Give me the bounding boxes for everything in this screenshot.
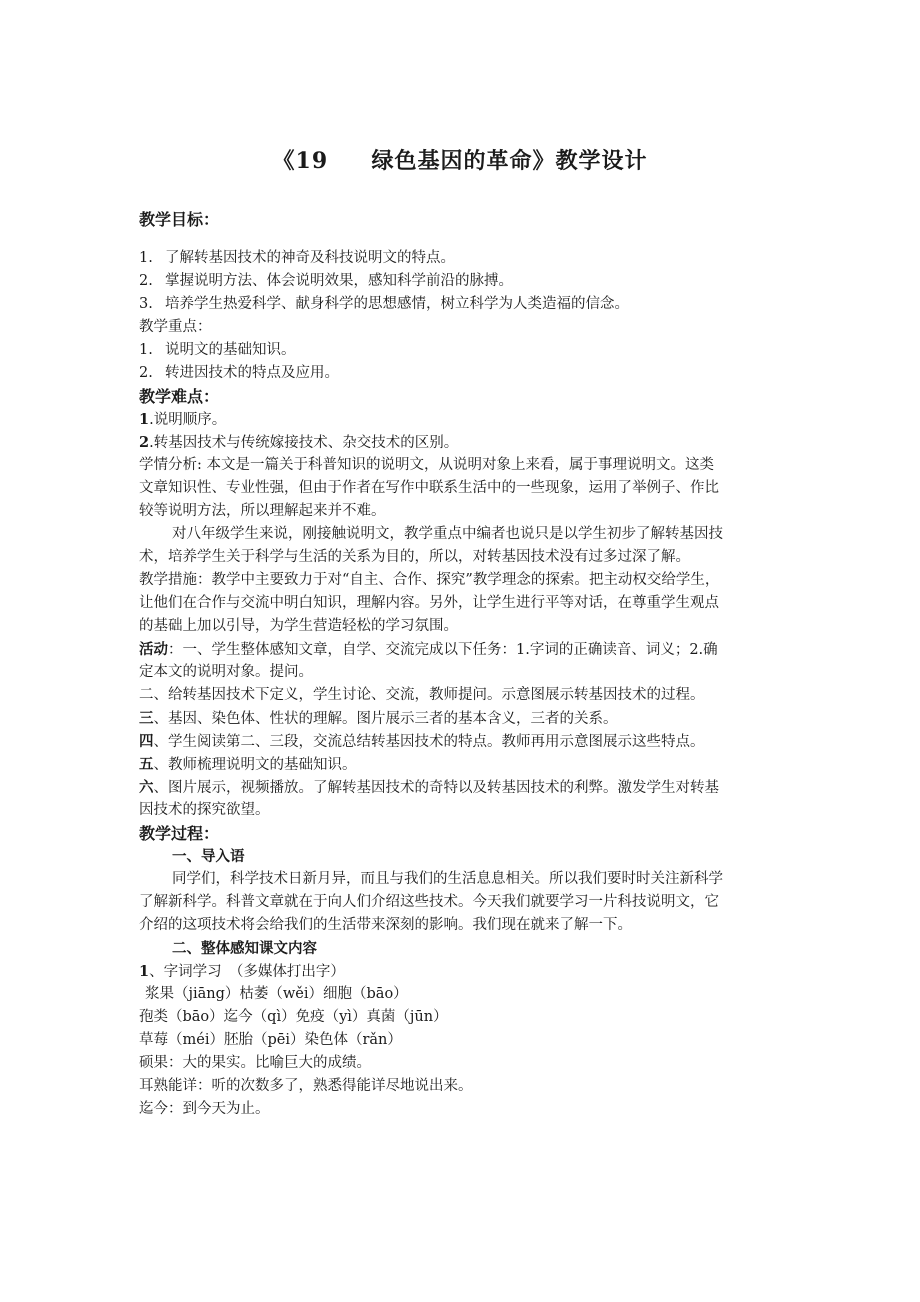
- section-heading: 二、整体感知课文内容: [172, 940, 317, 957]
- objective-item: [139, 270, 787, 293]
- objective-text: 了解转基因技术的神奇及科技说明文的特点。: [165, 250, 455, 266]
- vocab-line: 浆果（jiāng）枯萎（wěi）细胞（bāo）: [145, 986, 408, 1002]
- difficulty-text: .转基因技术与传统嫁接技术、杂交技术的区别。: [149, 435, 459, 451]
- activity-num: 二: [139, 687, 154, 703]
- section-heading: 一、导入语: [172, 848, 245, 865]
- vocab-num: 1: [139, 963, 150, 980]
- activities-text: ：一、学生整体感知文章，自学、交流完成以下任务：1.字词的正确读音、词义；2.确: [168, 642, 718, 658]
- difficulty-item: [139, 408, 787, 431]
- intro-line: 同学们，科学技术日新月异，而且与我们的生活息息相关。所以我们要时时关注新科学: [172, 871, 723, 887]
- objective-item: [139, 247, 787, 270]
- document-title: 《19 绿色基因的革命》教学设计: [272, 148, 648, 174]
- intro-line: 介绍的这项技术将会给我们的生活带来深刻的影响。我们现在就来了解一下。: [139, 917, 632, 933]
- vocab-line: 硕果：大的果实。比喻巨大的成绩。: [139, 1055, 371, 1071]
- document-body: [139, 208, 787, 1121]
- activity-num: 六: [139, 779, 154, 796]
- activity-text: 、教师梳理说明文的基础知识。: [153, 757, 357, 773]
- objective-num: 2.: [139, 273, 153, 289]
- activities-line: 定本文的说明对象。提问。: [139, 664, 313, 680]
- measures-line: 教学措施：教学中主要致力于对“自主、合作、探究”教学理念的探索。把主动权交给学生，: [139, 572, 720, 588]
- vocab-line: 耳熟能详：听的次数多了，熟悉得能详尽地说出来。: [139, 1078, 473, 1094]
- difficulties-heading: 教学难点：: [139, 387, 220, 406]
- difficulty-text: .说明顺序。: [149, 412, 227, 428]
- activities-line: [139, 638, 787, 661]
- key-point-num: 1.: [139, 342, 153, 358]
- activity-item: [139, 707, 787, 730]
- vocab-line: 草莓（méi）胚胎（pēi）染色体（rǎn）: [139, 1032, 402, 1048]
- analysis-line: 文章知识性、专业性强，但由于作者在写作中联系生活中的一些现象，运用了举例子、作比: [139, 480, 719, 496]
- key-points-heading: 教学重点：: [139, 319, 212, 335]
- activities-label: 活动: [139, 641, 168, 658]
- activity-text: 、学生阅读第二、三段，交流总结转基因技术的特点。教师再用示意图展示这些特点。: [153, 734, 705, 750]
- activity-item: [139, 730, 787, 753]
- key-point-text: 说明文的基础知识。: [165, 342, 296, 358]
- activity-text: 、给转基因技术下定义，学生讨论、交流，教师提问。示意图展示转基因技术的过程。: [153, 687, 705, 703]
- key-point-text: 转进因技术的特点及应用。: [165, 365, 339, 381]
- analysis-line: 对八年级学生来说，刚接触说明文，教学重点中编者也说只是以学生初步了解转基因技: [172, 526, 723, 542]
- process-heading: 教学过程：: [139, 824, 220, 843]
- objectives-heading: 教学目标：: [139, 210, 220, 229]
- activity-item: [139, 684, 787, 707]
- objective-num: 3.: [139, 296, 153, 312]
- measures-line: 让他们在合作与交流中明白知识，理解内容。另外，让学生进行平等对话，在尊重学生观点: [139, 595, 719, 611]
- analysis-line: 术，培养学生关于科学与生活的关系为目的，所以，对转基因技术没有过多过深了解。: [139, 549, 690, 565]
- vocab-title-text: 、字词学习 （多媒体打出字）: [149, 964, 345, 980]
- activity-num: 四: [139, 733, 154, 750]
- activity-item: [139, 753, 787, 776]
- activities-line: 因技术的探究欲望。: [139, 802, 270, 818]
- objective-text: 掌握说明方法、体会说明效果，感知科学前沿的脉搏。: [165, 273, 513, 289]
- activity-text: 、图片展示，视频播放。了解转基因技术的奇特以及转基因技术的利弊。激发学生对转基: [153, 780, 719, 796]
- key-point-num: 2.: [139, 365, 153, 381]
- vocab-title: [139, 960, 787, 983]
- difficulty-item: [139, 431, 787, 454]
- activity-text: 、基因、染色体、性状的理解。图片展示三者的基本含义，三者的关系。: [153, 711, 618, 727]
- key-point-item: [139, 339, 787, 362]
- difficulty-num: 1: [139, 411, 150, 428]
- objective-num: 1.: [139, 250, 153, 266]
- activity-item: [139, 776, 787, 799]
- measures-line: 的基础上加以引导，为学生营造轻松的学习氛围。: [139, 618, 458, 634]
- objective-item: [139, 293, 787, 316]
- objective-text: 培养学生热爱科学、献身科学的思想感情，树立科学为人类造福的信念。: [165, 296, 629, 312]
- vocab-line: 孢类（bāo）迄今（qì）免疫（yì）真菌（jūn）: [139, 1009, 448, 1025]
- analysis-line: 较等说明方法，所以理解起来并不难。: [139, 503, 386, 519]
- difficulty-num: 2: [139, 434, 150, 451]
- activity-num: 五: [139, 756, 154, 773]
- analysis-line: 学情分析: 本文是一篇关于科普知识的说明文，从说明对象上来看，属于事理说明文。这类: [139, 457, 714, 473]
- intro-line: 了解新科学。科普文章就在于向人们介绍这些技术。今天我们就要学习一片科技说明文，它: [139, 894, 719, 910]
- vocab-line: 迄今：到今天为止。: [139, 1101, 270, 1117]
- key-point-item: [139, 362, 787, 385]
- activity-num: 三: [139, 710, 154, 727]
